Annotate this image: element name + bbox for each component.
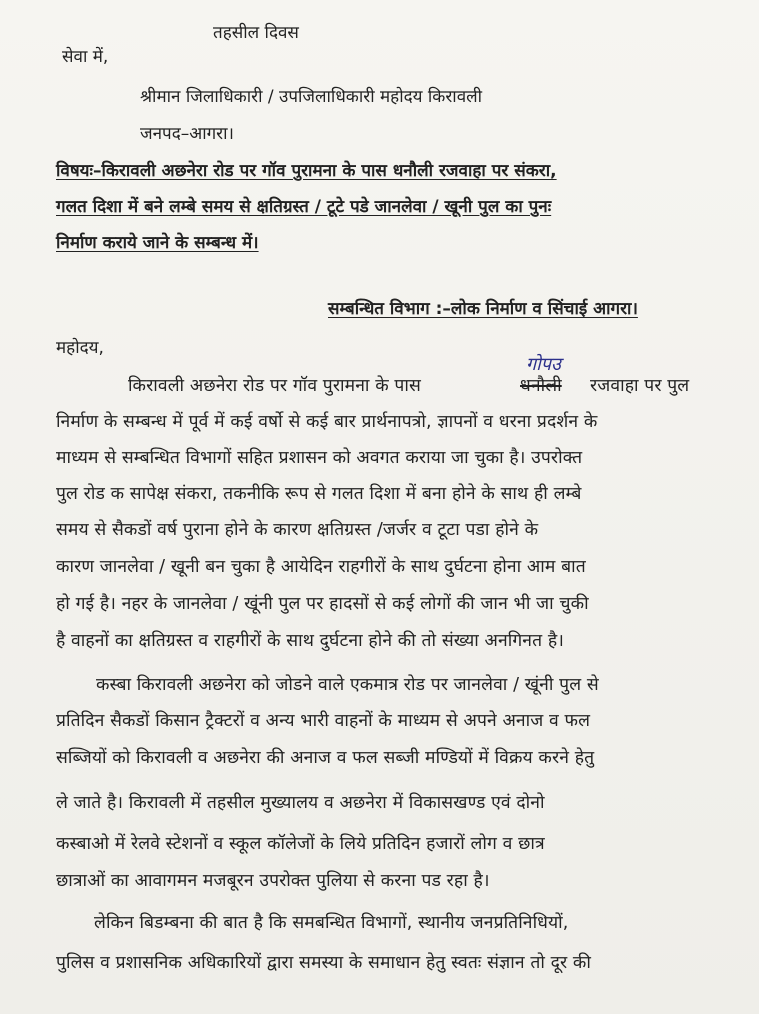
body-line-3: माध्यम से सम्बन्धित विभागों सहित प्रशासन को अवगत कराया जा चुका है। उपरोक्त (56, 448, 583, 468)
body-line-13: कस्बाओ में रेलवे स्टेशनों व स्कूल कॉलेजों के लिये प्रतिदिन हजारों लोग व छात्र (56, 834, 545, 854)
body-line-2: निर्माण के सम्बन्ध में पूर्व में कई वर्षो से कई बार प्रार्थनापत्रो, ज्ञापनों व धरना प्रदर्शन के (56, 412, 598, 432)
subject-line-2: गलत दिशा में बने लम्बे समय से क्षतिग्रस्त / टूटे पडे जानलेवा / खूनी पुल का पुनः (56, 197, 552, 217)
greeting: महोदय, (56, 338, 104, 358)
body-line-14: छात्राओं का आवागमन मजबूरन उपरोक्त पुलिया से करना पड रहा है। (56, 871, 490, 891)
body-line-10: प्रतिदिन सैकडों किसान ट्रैक्टरों व अन्य भारी वाहनों के माध्यम से अपने अनाज व फल (56, 711, 591, 731)
body-line-11: सब्जियों को किरावली व अछनेरा की अनाज व फल सब्जी मण्डियों में विक्रय करने हेतु (56, 748, 595, 768)
subject-line-1: विषयः–किरावली अछनेरा रोड पर गॉव पुरामना के पास धनौली रजवाहा पर संकरा, (56, 161, 557, 181)
body-line-9: कस्बा किरावली अछनेरा को जोडने वाले एकमात्र रोड पर जानलेवा / खूंनी पुल से (96, 675, 599, 695)
body-line-15: लेकिन बिडम्बना की बात है कि समबन्धित विभागों, स्थानीय जनप्रतिनिधियों, (94, 913, 569, 933)
body-line-4: पुल रोड क सापेक्ष संकरा, तकनीकि रूप से गलत दिशा में बना होने के साथ ही लम्बे (56, 484, 582, 504)
body-line-16: पुलिस व प्रशासनिक अधिकारियों द्वारा समस्या के समाधान हेतु स्वतः संज्ञान तो दूर की (56, 953, 592, 973)
handwritten-note: गोपउ (526, 354, 561, 375)
department-line: सम्बन्धित विभाग :–लोक निर्माण व सिंचाई आगरा। (328, 299, 638, 319)
body-line-8: है वाहनों का क्षतिग्रस्त व राहगीरों के साथ दुर्घटना होने की तो संख्या अनगिनत है। (56, 631, 564, 651)
body-line-5: समय से सैकडों वर्ष पुराना होने के कारण क्षतिग्रस्त /जर्जर व टूटा पडा होने के (56, 520, 539, 540)
body-line-12: ले जाते है। किरावली में तहसील मुख्यालय व अछनेरा में विकासखण्ड एवं दोनो (56, 793, 545, 813)
salutation: सेवा में, (62, 47, 109, 67)
subject-line-3: निर्माण कराये जाने के सम्बन्ध में। (56, 233, 259, 253)
addressee-line-1: श्रीमान जिलाधिकारी / उपजिलाधिकारी महोदय किरावली (140, 87, 483, 107)
addressee-line-2: जनपद–आगरा। (140, 124, 234, 144)
letter-title: तहसील दिवस (213, 23, 299, 43)
body-line-6: कारण जानलेवा / खूनी बन चुका है आयेदिन राहगीरों के साथ दुर्घटना होना आम बात (56, 557, 586, 577)
body-line-1a: किरावली अछनेरा रोड पर गॉव पुरामना के पास (128, 376, 421, 396)
struck-word: धनौली (520, 376, 562, 396)
body-line-7: हो गई है। नहर के जानलेवा / खूंनी पुल पर हादसों से कई लोगों की जान भी जा चुकी (56, 594, 589, 614)
body-line-1b: रजवाहा पर पुल (590, 376, 690, 396)
